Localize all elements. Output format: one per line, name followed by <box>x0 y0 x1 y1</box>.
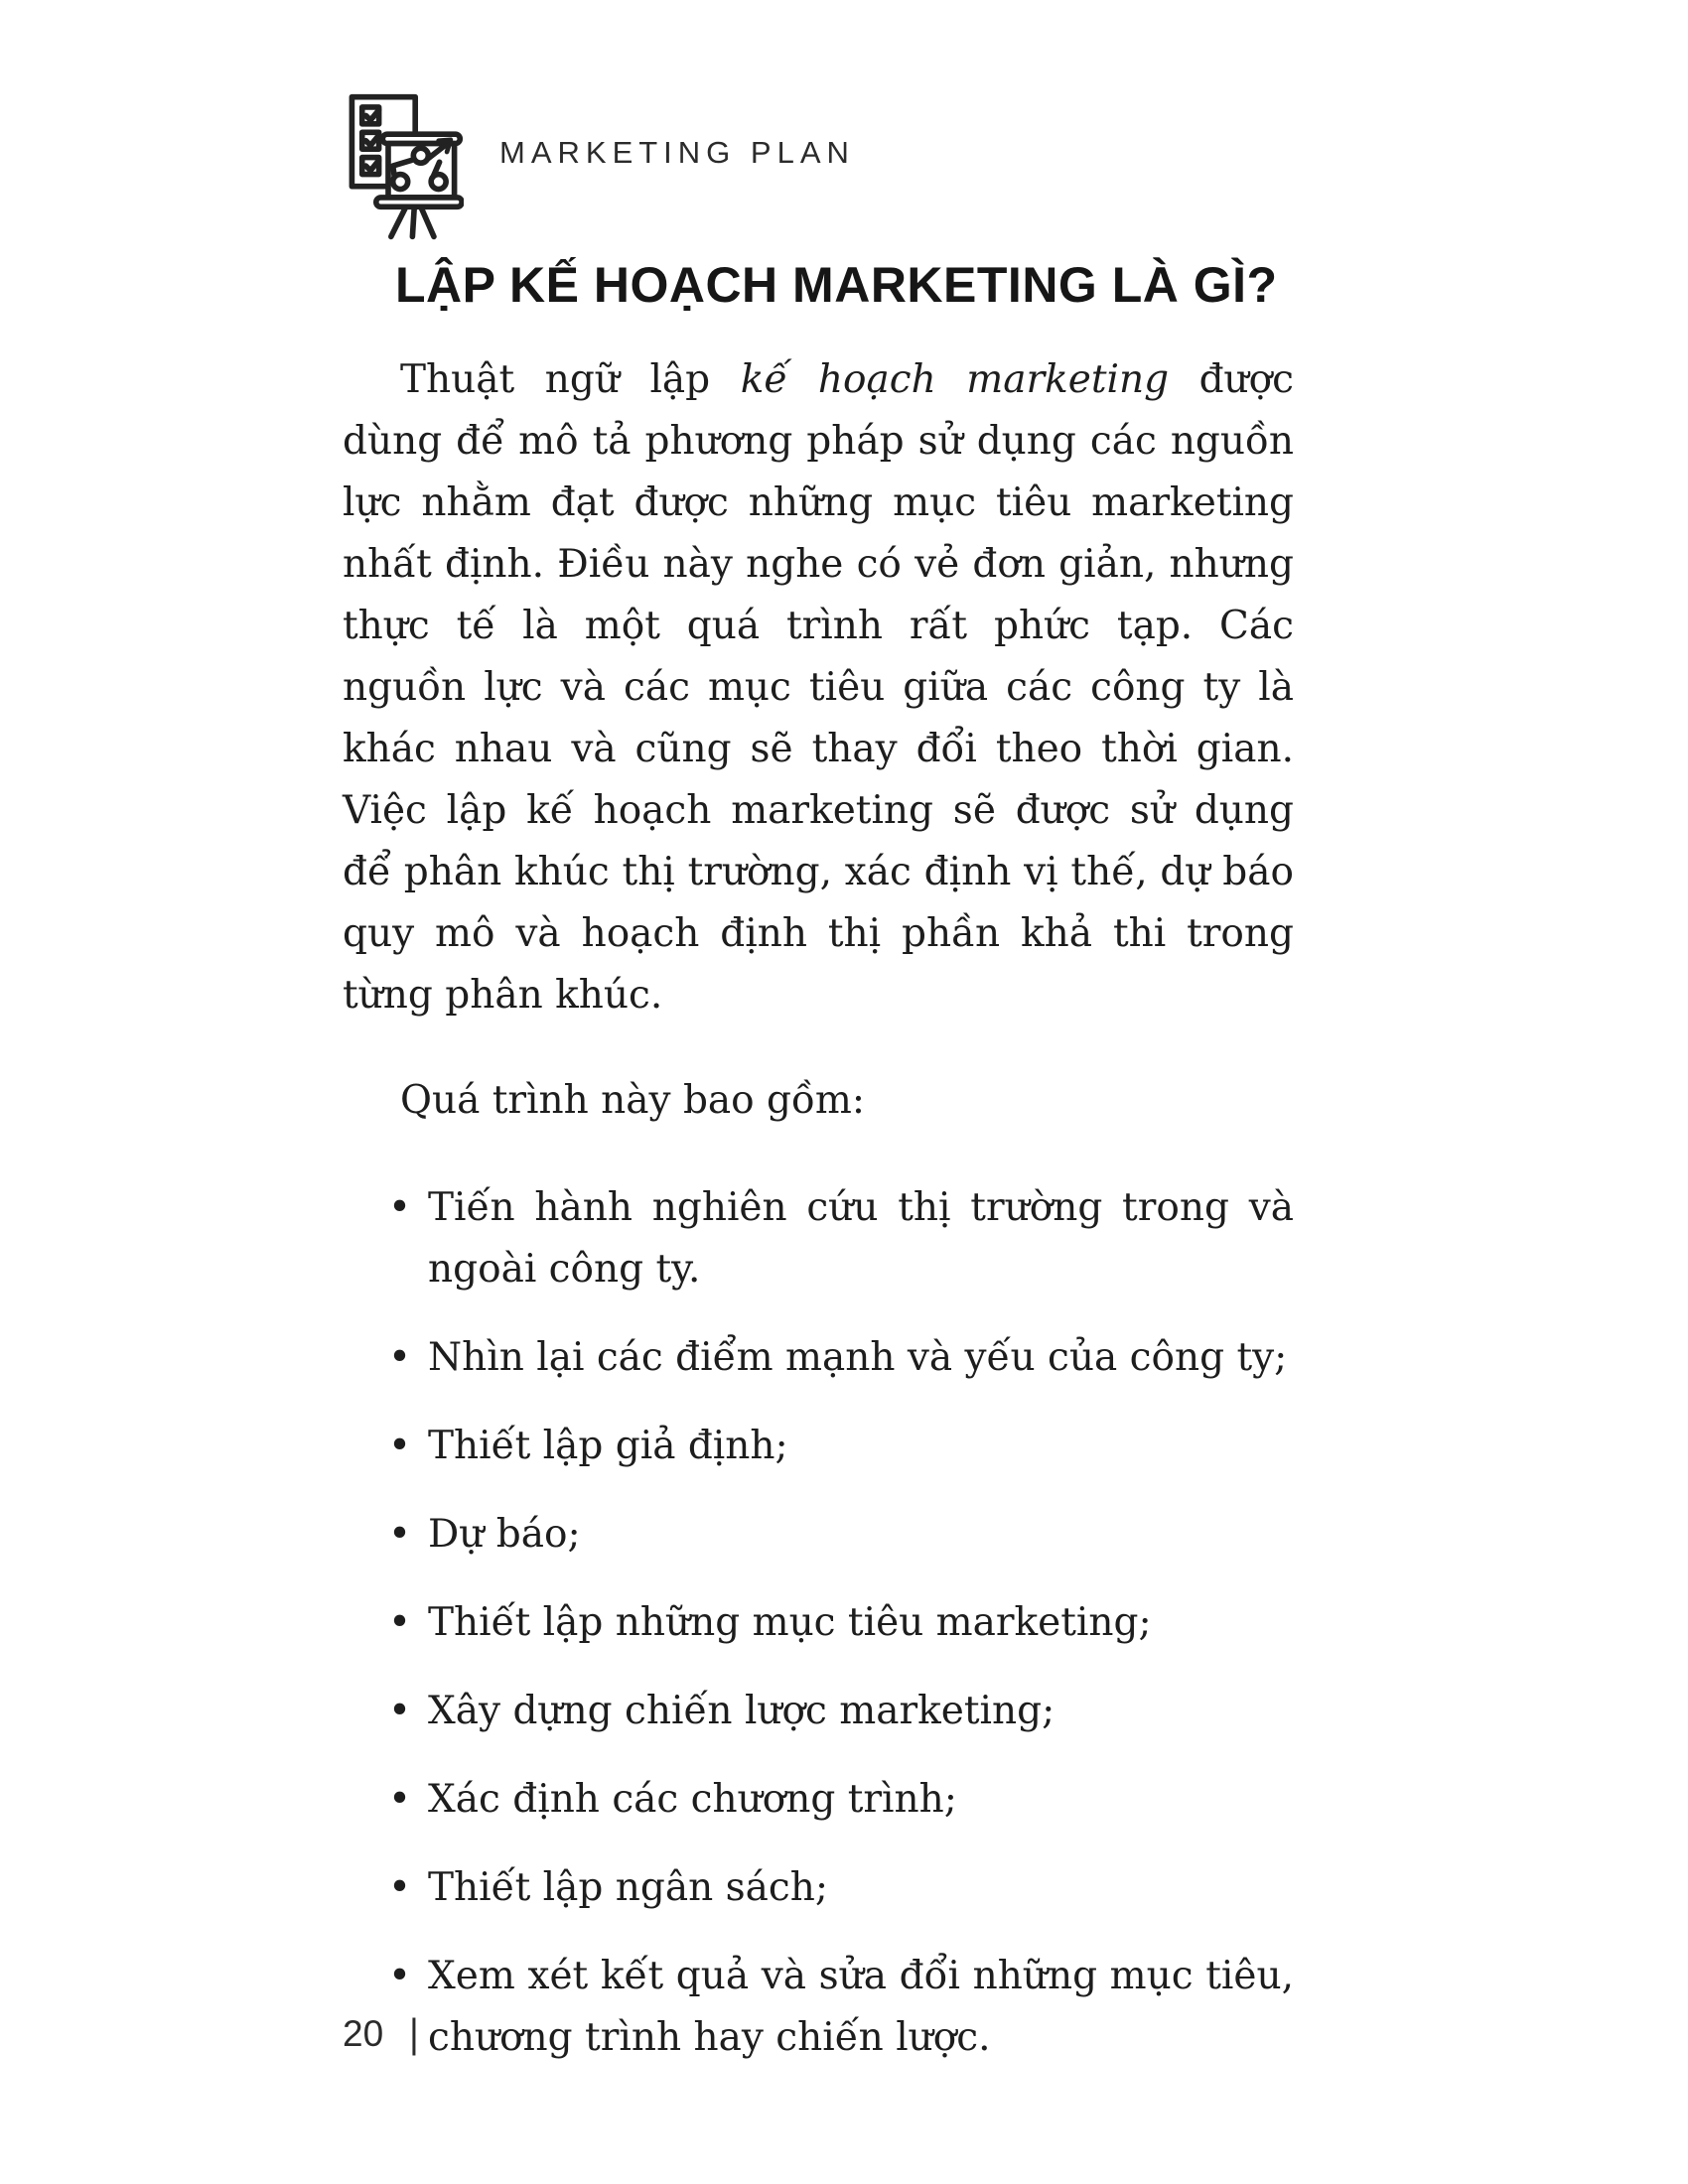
list-item: • Nhìn lại các điểm mạnh và yếu của công ty; <box>388 1327 1294 1389</box>
list-item: • Tiến hành nghiên cứu thị trường trong và ngoài công ty. <box>388 1177 1294 1300</box>
page-footer <box>343 2010 419 2056</box>
intro-emphasis: kế hoạch marketing <box>740 357 1170 402</box>
process-intro: Quá trình này bao gồm: <box>400 1078 865 1123</box>
list-item: • Thiết lập ngân sách; <box>388 1857 1294 1919</box>
process-list <box>343 1177 1294 2069</box>
list-item: • Xác định các chương trình; <box>388 1769 1294 1831</box>
list-item: • Xây dựng chiến lược marketing; <box>388 1681 1294 1742</box>
list-item: • Thiết lập giả định; <box>388 1416 1294 1477</box>
footer-separator: | <box>409 2010 419 2056</box>
page-number: 20 <box>343 2013 384 2054</box>
brand-label: MARKETING PLAN <box>499 135 855 170</box>
checklist-easel-icon <box>343 91 464 242</box>
brand-header <box>343 91 855 242</box>
article-body <box>343 349 1294 2096</box>
list-item: • Dự báo; <box>388 1504 1294 1566</box>
list-item: • Xem xét kết quả và sửa đổi những mục tiêu, chương trình hay chiến lược. <box>388 1946 1294 2069</box>
page-title: LẬP KẾ HOẠCH MARKETING LÀ GÌ? <box>395 257 1278 313</box>
intro-paragraph <box>343 349 1294 1026</box>
list-item: • Thiết lập những mục tiêu marketing; <box>388 1592 1294 1654</box>
intro-lead: Thuật ngữ lập <box>400 357 741 402</box>
intro-rest: được dùng để mô tả phương pháp sử dụng các nguồn lực nhằm đạt được những mục tiêu marketing nhất định. Điều này nghe có vẻ đơn giản, nhưng thực tế là một quá trình rất phức tạp. Các nguồn lực và các mục tiêu giữa các công ty là khác nhau và cũng sẽ thay đổi theo thời gian. Việc lập kế hoạch marketing sẽ được sử dụng để phân khúc thị trường, xác định vị thế, dự báo quy mô và hoạch định thị phần khả thi trong từng phân khúc. <box>343 357 1294 1018</box>
